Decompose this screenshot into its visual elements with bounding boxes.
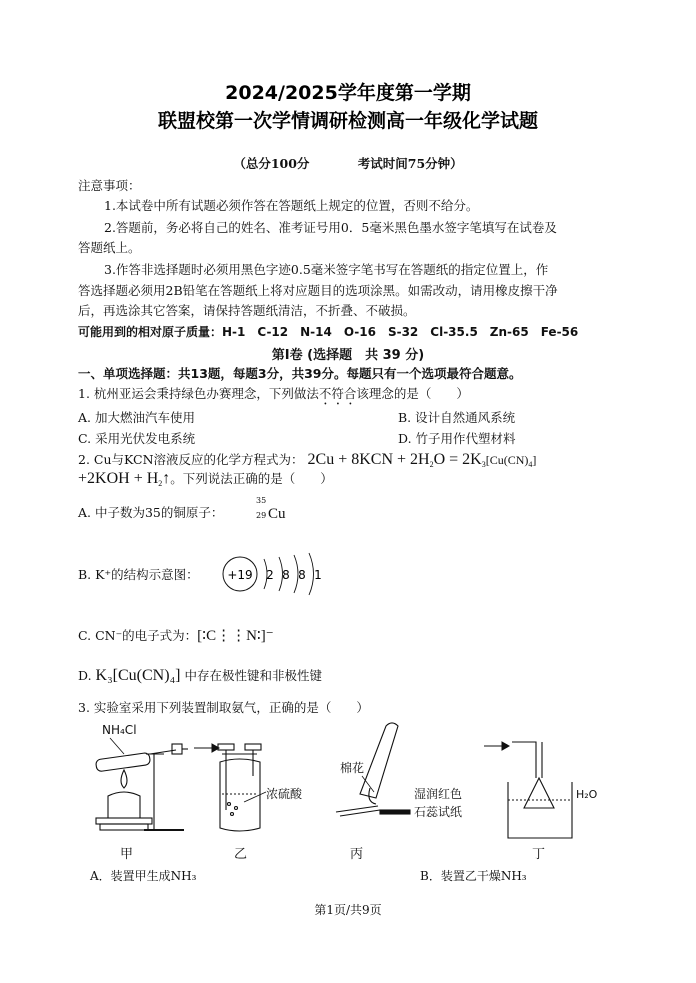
apparatus-bing (336, 723, 462, 819)
q2-question: 。下列说法正确的是（ ） (170, 471, 333, 486)
volume-title: 第Ⅰ卷 (选择题 共 39 分) (271, 348, 425, 363)
exam-meta (0, 154, 696, 172)
q1-stem-b: 该理念的是（ ） (356, 386, 469, 401)
litmus-label-2: 石蕊试纸 (414, 805, 463, 819)
cotton-label: 棉花 (340, 761, 365, 775)
q2-equation: $2Cu + 8KCN + 2H_2O = 2K_3[Cu(CN)_4]$ (307, 451, 537, 469)
notice-item-1: 1.本试卷中所有试题必须作答在答题纸上规定的位置，否则不给分。 (104, 198, 479, 213)
notice-item-3a: 3.作答非选择题时必须用黑色字迹0.5毫米签字笔书写在答题纸的指定位置上，作 (104, 262, 549, 277)
q1-stem-a: 1. 杭州亚运会秉持绿色办赛理念，下列做法 (78, 386, 319, 401)
q1-option-a[interactable]: A. 加大燃油汽车使用 (78, 410, 195, 425)
nucleus-charge: +19 (227, 568, 253, 582)
k-ion-structure-diagram (220, 545, 330, 603)
q3-stem: 3. 实验室采用下列装置制取氨气，正确的是（ ） (78, 700, 369, 715)
q2-option-d[interactable]: D. K₃[Cu(CN)₄] 中存在极性键和非极性键 (78, 667, 322, 684)
total-score: （总分100分 (233, 156, 310, 171)
q1-stem-emph: 不符合 (318, 386, 357, 401)
exam-title: 联盟校第一次学情调研检测高一年级化学试题 (157, 110, 538, 132)
q3-option-b[interactable]: B．装置乙干燥NH₃ (420, 869, 527, 883)
q2-cu-nuclide: 35 29 Cu (256, 496, 286, 522)
q1-stem (78, 386, 469, 408)
shell-3: 8 (298, 568, 306, 582)
notice-item-2a: 2.答题前，务必将自己的姓名、准考证号用0．5毫米黑色墨水签字笔填写在试卷及 (104, 220, 557, 235)
complex-formula: K₃[Cu(CN)₄] (95, 667, 181, 684)
apparatus-yi (218, 744, 303, 831)
q2-equation-line2: $+2KOH + H_2↑$ (78, 470, 171, 488)
apparatus-ding (508, 742, 598, 838)
conc-acid-label: 浓硫酸 (266, 787, 303, 801)
water-label: H₂O (576, 788, 598, 801)
notice-item-2b: 答题纸上。 (78, 240, 141, 255)
q1-option-b[interactable]: B. 设计自然通风系统 (398, 410, 516, 425)
nh4cl-label: NH₄Cl (102, 723, 137, 737)
atomic-masses: 可能用到的相对原子质量：H-1 C-12 N-14 O-16 S-32 Cl-35.5 Zn-65 Fe-56 (78, 325, 579, 339)
q3-option-a[interactable]: A．装置甲生成NH₃ (90, 869, 197, 883)
q2-option-a[interactable]: A. 中子数为35的铜原子： (78, 505, 224, 520)
shell-4: 1 (314, 568, 322, 582)
q2-stem-a: 2. Cu与KCN溶液反应的化学方程式为： (78, 452, 304, 467)
shell-1: 2 (266, 568, 274, 582)
exam-term-title: 2024/2025学年度第一学期 (225, 82, 471, 104)
cn-electron-formula: [∶C⋮⋮N∶]⁻ (197, 628, 274, 644)
q3-apparatus-figure (84, 718, 604, 866)
caption-ding: 丁 (532, 847, 546, 862)
notice-item-3c: 后，再选涂其它答案，请保持答题纸清洁，不折叠、不破损。 (78, 303, 416, 318)
litmus-label-1: 湿润红色 (414, 787, 463, 801)
notice-title: 注意事项： (78, 178, 141, 193)
apparatus-jia (95, 723, 188, 830)
q1-option-c[interactable]: C. 采用光伏发电系统 (78, 431, 196, 446)
q2-stem-line2 (78, 471, 333, 492)
caption-bing: 丙 (350, 847, 364, 862)
section-1-heading: 一、单项选择题：共13题，每题3分，共39分。每题只有一个选项最符合题意。 (78, 366, 522, 381)
q2-option-b[interactable]: B. K⁺的结构示意图： (78, 567, 199, 582)
caption-yi: 乙 (234, 847, 248, 862)
q1-option-d[interactable]: D. 竹子用作代塑材料 (398, 431, 516, 446)
q2-option-c[interactable]: C. CN⁻的电子式为：[∶C⋮⋮N∶]⁻ (78, 628, 274, 644)
page-footer: 第1页/共9页 (314, 903, 382, 917)
shell-2: 8 (282, 568, 290, 582)
caption-jia: 甲 (120, 847, 134, 862)
arrow-jia-yi (194, 744, 219, 752)
arrow-ding (484, 742, 509, 750)
exam-time: 考试时间75分钟） (357, 156, 463, 171)
notice-item-3b: 答选择题必须用2B铅笔在答题纸上将对应题目的选项涂黑。如需改动，请用橡皮擦干净 (78, 283, 558, 298)
